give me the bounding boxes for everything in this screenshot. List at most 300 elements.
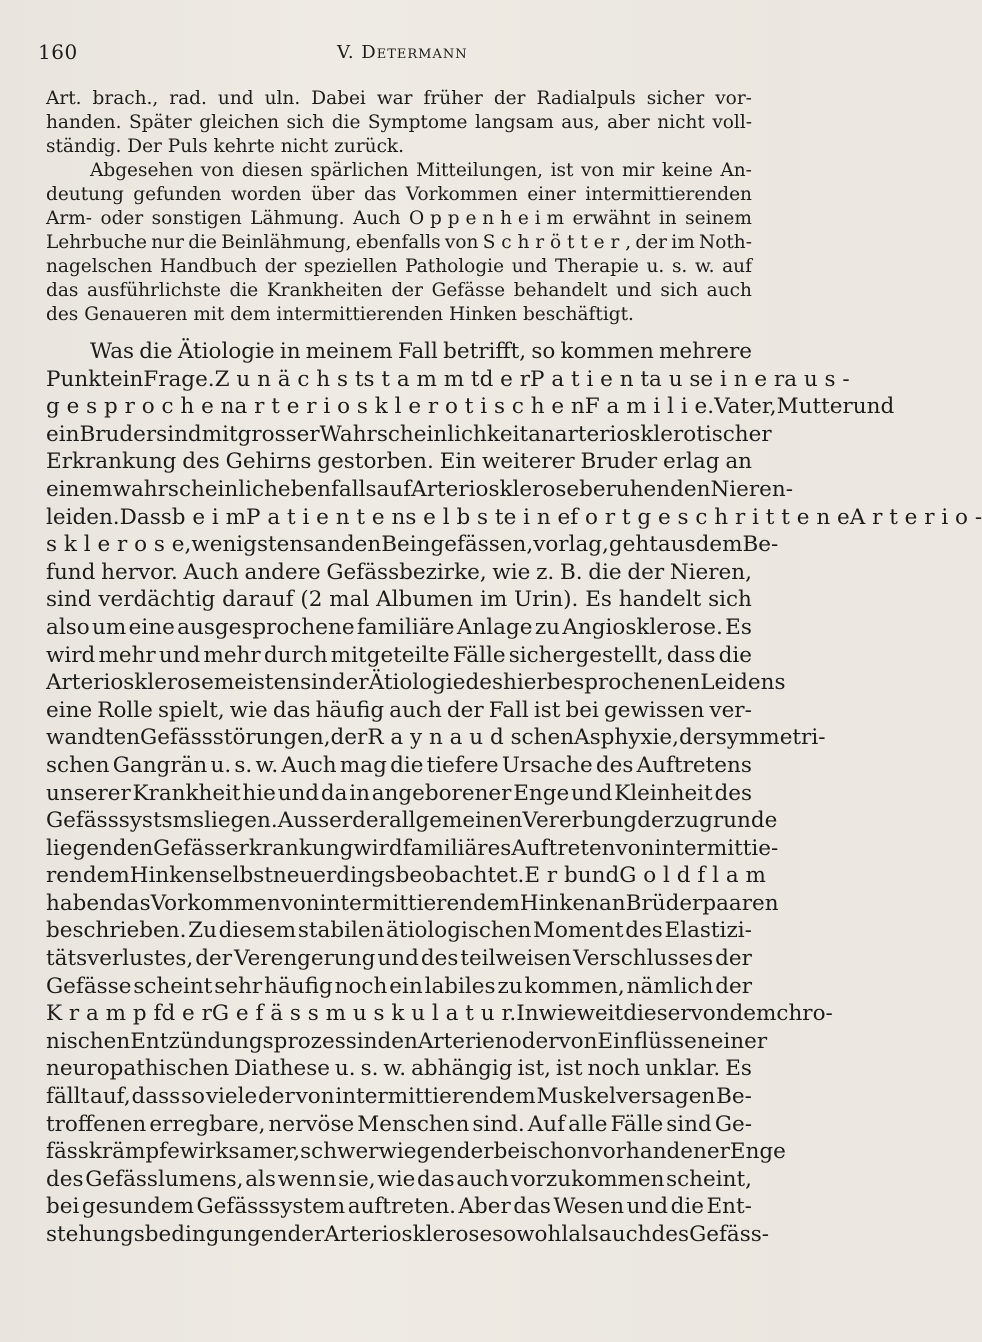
- word: gestorben.: [317, 449, 434, 475]
- word: des: [595, 752, 634, 778]
- word: Dass: [119, 504, 172, 530]
- word: weiterer: [481, 449, 575, 475]
- word: das: [113, 890, 151, 916]
- word: spielt,: [157, 697, 225, 723]
- word: seinem: [685, 208, 752, 229]
- word: scheint: [133, 973, 213, 999]
- word: Auftreten: [511, 835, 616, 861]
- word: der: [258, 1084, 295, 1110]
- word: in: [122, 366, 144, 392]
- word: spärlichen: [310, 160, 409, 181]
- word: Entzündungsprozess: [130, 1028, 357, 1054]
- word: ist: [550, 160, 574, 181]
- word: haben: [46, 890, 113, 916]
- text-line: [46, 279, 752, 303]
- word: Bruder: [580, 449, 658, 475]
- word: beschäftigt.: [522, 304, 634, 325]
- word: langsam: [474, 112, 554, 133]
- word: voll-: [712, 112, 752, 133]
- word: wirksamer,: [179, 1139, 301, 1165]
- word: leiden.: [46, 504, 120, 530]
- word: a u s: [649, 366, 701, 392]
- word: des: [625, 918, 663, 944]
- text-line: [46, 393, 895, 421]
- word: Arteriosklerose: [46, 670, 214, 696]
- word: Elastizi-: [664, 918, 752, 944]
- word: wird: [353, 835, 403, 861]
- word: Fälle: [610, 1111, 664, 1137]
- text-line: [46, 642, 752, 670]
- text-line: [46, 835, 779, 863]
- word: eine: [128, 614, 175, 640]
- word: Mitteilungen,: [416, 160, 544, 181]
- text-line: [46, 531, 779, 559]
- text-line: [46, 421, 772, 449]
- word: einer: [527, 184, 576, 205]
- word: sie,: [338, 1166, 376, 1192]
- word: diesem: [218, 918, 297, 944]
- word: aus,: [561, 112, 600, 133]
- word: des: [651, 1222, 690, 1247]
- word: verdächtig: [98, 587, 216, 613]
- word: häufig: [315, 697, 385, 723]
- word: behandelt: [513, 280, 608, 301]
- word: Z u n ä c h s t: [214, 366, 364, 392]
- word: u.: [646, 256, 665, 277]
- word: troffenen: [46, 1111, 147, 1137]
- word: Gefässlumens,: [85, 1166, 244, 1192]
- word: der: [715, 946, 752, 972]
- word: Auch: [281, 752, 337, 778]
- word: Therapie: [555, 256, 639, 277]
- word: kommen,: [524, 973, 625, 999]
- word: familiäre: [356, 614, 455, 640]
- word: Vorkommen: [405, 184, 518, 205]
- text-line: [46, 669, 786, 697]
- word: Fälle: [452, 642, 506, 668]
- word: Krankheit: [132, 780, 241, 806]
- word: an: [598, 890, 626, 916]
- word: meistens: [213, 670, 312, 696]
- word: Ursache: [501, 752, 593, 778]
- word: Kleinheit: [614, 780, 713, 806]
- word: f o r t g e s c h r i t t e n e: [570, 504, 850, 530]
- word: aber: [607, 112, 650, 133]
- word: Genaueren: [84, 304, 188, 325]
- word: handen.: [46, 112, 122, 133]
- word: vorlag,: [533, 532, 609, 558]
- word: Be-: [742, 532, 779, 558]
- word: auch: [456, 1166, 509, 1192]
- text-line: [46, 231, 752, 255]
- text-line: [46, 559, 752, 587]
- word: auf,: [90, 1084, 131, 1110]
- word: in: [356, 1028, 378, 1054]
- text-line: [46, 255, 752, 279]
- text-line: [46, 476, 793, 504]
- word: P a t i e n t: [530, 366, 650, 392]
- word: des: [420, 946, 459, 972]
- word: Gefässbezirke,: [326, 559, 487, 585]
- word: intermittierendem: [319, 890, 520, 916]
- word: der: [391, 280, 423, 301]
- word: mehrere: [659, 339, 752, 364]
- word: diesen: [241, 160, 303, 181]
- word: Gehirns: [225, 449, 312, 475]
- word: die: [229, 280, 259, 301]
- word: handelt: [618, 587, 702, 613]
- word: vor-: [715, 88, 752, 109]
- word: auf: [722, 256, 752, 277]
- word: mir: [622, 160, 655, 181]
- word: Ent-: [706, 1194, 752, 1220]
- word: mit: [193, 304, 225, 325]
- word: w.: [255, 752, 279, 778]
- word: Zu: [188, 918, 217, 944]
- word: liegenden: [46, 835, 154, 861]
- word: Auftretens: [636, 752, 752, 778]
- word: stabilen: [297, 918, 385, 944]
- word: andere: [244, 559, 321, 585]
- word: die: [718, 642, 752, 668]
- word: G o l d f l a m: [619, 863, 766, 889]
- word: mit: [201, 421, 238, 447]
- word: Auch: [183, 559, 239, 585]
- running-head: V. Determann: [337, 42, 468, 63]
- word: schon: [526, 1139, 591, 1165]
- word: K r a m p f: [46, 1001, 162, 1027]
- word: F a m i l i e.: [584, 394, 715, 420]
- word: neuropathischen: [46, 1056, 230, 1082]
- word: wie: [492, 559, 531, 585]
- word: Gefässe: [46, 973, 132, 999]
- word: Inwieweit: [516, 1001, 624, 1027]
- word: der: [195, 946, 233, 972]
- word: g e s p r o c h e n: [46, 394, 235, 420]
- word: Handbuch: [159, 256, 257, 277]
- word: die: [188, 232, 217, 253]
- word: tätsverlustes,: [46, 946, 194, 972]
- word: Gefäss-: [689, 1222, 770, 1247]
- word: selbst: [208, 863, 273, 889]
- word: An-: [720, 160, 752, 181]
- word: Frage.: [143, 366, 215, 392]
- word: Albumen: [376, 587, 474, 613]
- text-line: [46, 207, 752, 231]
- word: Enge: [513, 780, 570, 806]
- word: R a y n a u d schen: [367, 725, 575, 751]
- word: da: [320, 780, 348, 806]
- word: der: [627, 559, 665, 585]
- word: meinem: [305, 339, 393, 364]
- word: dieser: [623, 1001, 691, 1027]
- word: oder: [100, 208, 144, 229]
- text-line: [46, 135, 752, 159]
- word: s.: [360, 1056, 379, 1082]
- word: Beinlähmung,: [221, 232, 352, 253]
- word: ist: [555, 1056, 583, 1082]
- word: von: [580, 160, 615, 181]
- word: an: [725, 449, 752, 475]
- word: dem: [729, 1001, 777, 1027]
- word: geht: [608, 532, 658, 558]
- word: sich: [708, 587, 752, 613]
- word: dem: [230, 304, 271, 325]
- text-line: [46, 945, 752, 973]
- word: und: [852, 394, 895, 420]
- text-line: [46, 1166, 752, 1194]
- word: der: [264, 256, 297, 277]
- word: oder: [508, 1028, 559, 1054]
- word: und: [277, 780, 320, 806]
- word: ist,: [517, 1056, 551, 1082]
- word: Muskelversagen: [536, 1084, 716, 1110]
- text-line: [46, 448, 752, 476]
- word: Auf: [527, 1111, 566, 1137]
- word: Puls: [167, 136, 208, 157]
- word: sehr: [214, 973, 263, 999]
- word: brach.,: [92, 88, 159, 109]
- word: G e f ä s s m u s k u l a t u r.: [211, 1001, 517, 1027]
- word: a r t e r i o s k l e r o t i s c h e n: [234, 394, 585, 420]
- word: in: [279, 339, 301, 364]
- word: betrifft,: [443, 339, 527, 364]
- word: beruhenden: [579, 476, 711, 502]
- word: wie: [229, 697, 268, 723]
- word: unserer: [46, 780, 131, 806]
- word: schwerwiegender: [300, 1139, 494, 1165]
- word: der: [287, 1222, 325, 1247]
- word: Angiosklerose.: [562, 614, 723, 640]
- word: fässkrämpfe: [46, 1139, 180, 1165]
- main-text-paragraph: [46, 338, 982, 1249]
- word: Später: [128, 112, 192, 133]
- word: von: [200, 160, 235, 181]
- word: Aber: [458, 1194, 511, 1220]
- word: ver-: [709, 697, 752, 723]
- word: schen: [46, 752, 110, 778]
- word: Art.: [46, 88, 82, 109]
- word: beobachtet.: [395, 863, 525, 889]
- word: Beingefässen,: [381, 532, 534, 558]
- word: Verschlusses: [573, 946, 714, 972]
- word: Enge: [729, 1139, 786, 1165]
- word: sichergestellt,: [508, 642, 664, 668]
- word: der: [715, 973, 752, 999]
- word: Hinken: [449, 304, 518, 325]
- word: rad.: [169, 88, 207, 109]
- word: Gefässe: [431, 280, 506, 301]
- text-line: [46, 917, 752, 945]
- word: intermittierendem: [335, 1084, 536, 1110]
- word: die: [331, 112, 361, 133]
- word: Erkrankung: [46, 449, 177, 475]
- word: hie: [242, 780, 276, 806]
- text-line: [46, 697, 752, 725]
- word: Hinken: [129, 863, 209, 889]
- word: s.: [234, 752, 253, 778]
- text-line: [46, 780, 752, 808]
- text-line: [46, 890, 779, 918]
- word: Gangrän: [112, 752, 208, 778]
- word: Punkte: [46, 366, 123, 392]
- word: der: [352, 808, 389, 834]
- text-line: [46, 303, 752, 327]
- word: Verengerung: [234, 946, 376, 972]
- word: Symptome: [367, 112, 468, 133]
- word: chro-: [776, 1001, 833, 1027]
- word: hier: [503, 670, 547, 696]
- word: w.: [694, 256, 715, 277]
- word: Krankheiten: [266, 280, 383, 301]
- word: O p p e n h e i m: [408, 208, 565, 229]
- word: scheint,: [666, 1166, 752, 1192]
- word: als: [245, 1166, 276, 1192]
- word: im: [479, 587, 508, 613]
- word: und: [570, 780, 613, 806]
- word: das: [513, 1194, 551, 1220]
- word: bei: [565, 697, 599, 723]
- word: Es: [585, 587, 612, 613]
- word: als: [568, 1222, 599, 1247]
- word: Leidens: [700, 670, 786, 696]
- word: dass: [131, 1084, 181, 1110]
- word: arteriosklerotischer: [554, 421, 772, 447]
- word: ständig.: [46, 136, 122, 157]
- word: Was: [90, 339, 135, 364]
- word: aus: [657, 532, 696, 558]
- word: das: [46, 280, 79, 301]
- word: kehrte: [213, 136, 275, 157]
- word: Rolle: [97, 697, 153, 723]
- word: des: [46, 304, 79, 325]
- text-line: [46, 1193, 752, 1221]
- word: Mutter: [776, 394, 853, 420]
- text-line: [46, 159, 752, 183]
- word: gewissen: [603, 697, 705, 723]
- word: auch: [598, 1222, 652, 1247]
- word: Abgesehen: [90, 160, 194, 181]
- word: wird: [46, 642, 96, 668]
- word: die: [390, 752, 424, 778]
- word: wenigstens: [191, 532, 315, 558]
- word: s t a m m t: [363, 366, 480, 392]
- word: nagelschen: [46, 256, 153, 277]
- word: erlag: [663, 449, 720, 475]
- word: Lähmung.: [250, 208, 345, 229]
- word: Gefässsystem: [196, 1194, 346, 1220]
- word: Vererbung: [522, 808, 638, 834]
- word: angeborener: [371, 780, 512, 806]
- word: Menschen: [357, 1111, 470, 1137]
- word: Nieren,: [669, 559, 752, 585]
- word: einem: [46, 476, 113, 502]
- text-line: [46, 1028, 768, 1056]
- word: Arteriosklerose: [324, 1222, 493, 1247]
- word: fällt: [46, 1084, 90, 1110]
- word: B.: [559, 559, 583, 585]
- word: wandten: [46, 725, 141, 751]
- word: speziellen: [303, 256, 398, 277]
- word: war: [376, 88, 413, 109]
- word: labiles: [424, 973, 496, 999]
- word: S c h r ö t t e r ,: [482, 232, 632, 253]
- word: noch: [587, 1056, 641, 1082]
- word: sicher: [646, 88, 705, 109]
- word: und: [158, 642, 201, 668]
- word: die: [139, 339, 173, 364]
- word: rendem: [46, 863, 130, 889]
- word: allgemeinen: [388, 808, 523, 834]
- word: ist: [533, 697, 561, 723]
- word: sind: [666, 1111, 712, 1137]
- text-line: [46, 614, 752, 642]
- word: so: [531, 339, 556, 364]
- word: Auch: [352, 208, 401, 229]
- word: zu: [497, 973, 523, 999]
- word: von: [295, 1084, 335, 1110]
- word: hervor.: [101, 559, 178, 585]
- word: von: [558, 1028, 598, 1054]
- word: Brüderpaaren: [625, 890, 779, 916]
- word: wahrscheinlich: [112, 476, 278, 502]
- word: in: [349, 780, 370, 806]
- word: Der: [127, 136, 162, 157]
- word: dass: [666, 642, 716, 668]
- word: stehungsbedingungen: [46, 1222, 288, 1247]
- word: Arm-: [46, 208, 92, 229]
- word: von: [690, 1001, 730, 1027]
- word: nicht: [657, 112, 705, 133]
- page-number: 160: [38, 40, 78, 64]
- word: früher: [423, 88, 483, 109]
- word: bei: [46, 1194, 80, 1220]
- word: der: [330, 725, 368, 751]
- word: Moment: [533, 918, 624, 944]
- word: der: [446, 697, 484, 723]
- word: neuerdings: [272, 863, 396, 889]
- word: nur: [151, 232, 184, 253]
- word: eine: [46, 697, 93, 723]
- word: ätiologischen: [386, 918, 532, 944]
- text-line: [46, 973, 752, 1001]
- word: w.: [383, 1056, 407, 1082]
- word: die: [670, 1194, 704, 1220]
- word: Gefässerkrankung: [153, 835, 354, 861]
- word: ausführlichste: [86, 280, 221, 301]
- word: keine: [661, 160, 713, 181]
- word: a u s -: [784, 366, 850, 392]
- text-line: [46, 504, 982, 532]
- word: ebenfalls: [277, 476, 377, 502]
- text-line: [46, 724, 826, 752]
- word: gefunden: [133, 184, 222, 205]
- word: zugrunde: [673, 808, 778, 834]
- word: Diathese: [234, 1056, 330, 1082]
- word: deutung: [46, 184, 124, 205]
- word: sowohl: [492, 1222, 569, 1247]
- word: Bruder: [79, 421, 157, 447]
- word: ausgesprochene: [177, 614, 355, 640]
- text-line: [46, 183, 752, 207]
- word: P a t i e n t e n: [246, 504, 406, 530]
- word: und: [616, 280, 652, 301]
- word: durch: [263, 642, 328, 668]
- word: intermittierenden: [276, 304, 444, 325]
- word: Gefässsystsms: [46, 808, 205, 834]
- word: A r t e r i o -: [849, 504, 982, 530]
- word: Vater,: [714, 394, 777, 420]
